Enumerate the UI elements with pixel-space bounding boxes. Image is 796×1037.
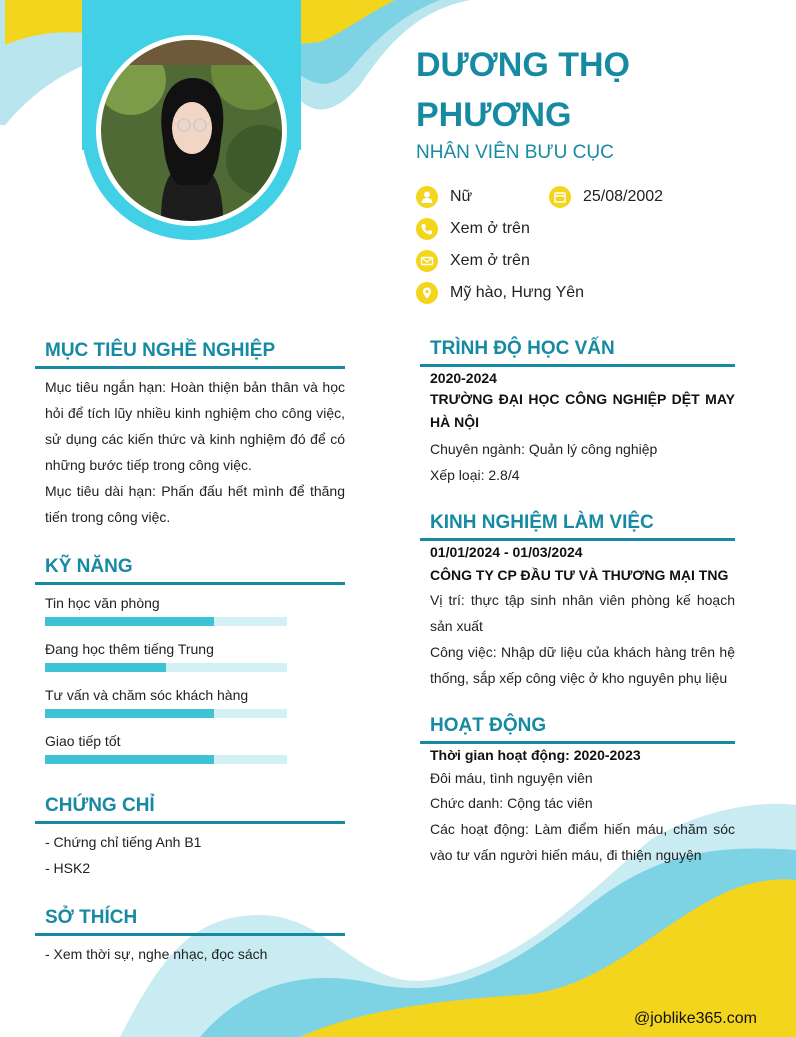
skill-bar <box>45 617 287 626</box>
activities-org: Đôi máu, tình nguyện viên <box>430 770 593 786</box>
experience-heading: KINH NGHIỆM LÀM VIỆC <box>420 510 735 541</box>
activities-details: Các hoạt động: Làm điểm hiến máu, chăm sóc vào tư vấn người hiến máu, đi thiện nguyện <box>430 821 735 863</box>
skill-label: Giao tiếp tốt <box>45 733 121 749</box>
person-icon <box>416 186 438 208</box>
skill-label: Đang học thêm tiếng Trung <box>45 641 214 657</box>
skill-label: Tư vấn và chăm sóc khách hàng <box>45 687 249 703</box>
objective-short-term: Mục tiêu ngắn hạn: Hoàn thiện bản thân và học hỏi để tích lũy nhiều kinh nghiệm cho công việc, sử dụng các kiến thức và kinh nghiệm đó để có những bước tiếp trong công việc. <box>45 379 345 473</box>
education-grade: Xếp loại: 2.8/4 <box>430 467 520 483</box>
skill-bar-fill <box>45 663 166 672</box>
phone-row <box>416 218 530 240</box>
skill-bar-fill <box>45 709 214 718</box>
site-watermark: @joblike365.com <box>634 1010 757 1027</box>
objective-heading: MỤC TIÊU NGHỀ NGHIỆP <box>35 338 345 369</box>
phone-icon <box>416 218 438 240</box>
phone-value: Xem ở trên <box>450 220 530 237</box>
skill-bar <box>45 663 287 672</box>
education-heading: TRÌNH ĐỘ HỌC VẤN <box>420 336 735 367</box>
skill-bar <box>45 755 287 764</box>
dob-row <box>549 186 663 208</box>
email-value: Xem ở trên <box>450 252 530 269</box>
address-row <box>416 282 584 304</box>
experience-period: 01/01/2024 - 01/03/2024 <box>430 544 583 560</box>
name-line-1: DƯƠNG THỌ <box>416 46 630 84</box>
activities-role: Chức danh: Cộng tác viên <box>430 795 593 811</box>
education-period: 2020-2024 <box>430 370 497 386</box>
hobbies-text: - Xem thời sự, nghe nhạc, đọc sách <box>45 946 268 962</box>
certificate-item: - HSK2 <box>45 860 91 876</box>
activities-period: Thời gian hoạt động: 2020-2023 <box>430 747 641 763</box>
hobbies-heading: SỞ THÍCH <box>35 905 345 936</box>
gender-value: Nữ <box>450 188 473 205</box>
skill-bar-fill <box>45 617 214 626</box>
objective-long-term: Mục tiêu dài hạn: Phấn đấu hết mình để thăng tiến trong công việc. <box>45 483 345 525</box>
avatar <box>101 40 282 221</box>
envelope-icon <box>416 250 438 272</box>
skill-label: Tin học văn phòng <box>45 595 160 611</box>
skill-bar-fill <box>45 755 214 764</box>
candidate-name <box>416 40 776 140</box>
gender-row <box>416 186 472 208</box>
skills-heading: KỸ NĂNG <box>35 554 345 585</box>
experience-position: Vị trí: thực tập sinh nhân viên phòng kế hoạch sản xuất <box>430 592 735 634</box>
activities-heading: HOẠT ĐỘNG <box>420 713 735 744</box>
address-value: Mỹ hào, Hưng Yên <box>450 284 585 301</box>
education-school: TRƯỜNG ĐẠI HỌC CÔNG NGHIỆP DỆT MAY HÀ NỘI <box>430 391 735 430</box>
experience-company: CÔNG TY CP ĐẦU TƯ VÀ THƯƠNG MẠI TNG <box>430 567 729 583</box>
name-line-2: PHƯƠNG <box>416 96 572 134</box>
location-pin-icon <box>416 282 438 304</box>
job-title: NHÂN VIÊN BƯU CỤC <box>416 142 614 163</box>
certificates-heading: CHỨNG CHỈ <box>35 793 345 824</box>
certificate-item: - Chứng chỉ tiếng Anh B1 <box>45 834 202 850</box>
dob-value: 25/08/2002 <box>583 188 664 205</box>
education-major: Chuyên ngành: Quản lý công nghiệp <box>430 441 658 457</box>
experience-duties: Công việc: Nhập dữ liệu của khách hàng trên hệ thống, sắp xếp công việc ở kho nguyên phụ liệu <box>430 644 735 686</box>
skill-bar <box>45 709 287 718</box>
email-row <box>416 250 530 272</box>
calendar-icon <box>549 186 571 208</box>
